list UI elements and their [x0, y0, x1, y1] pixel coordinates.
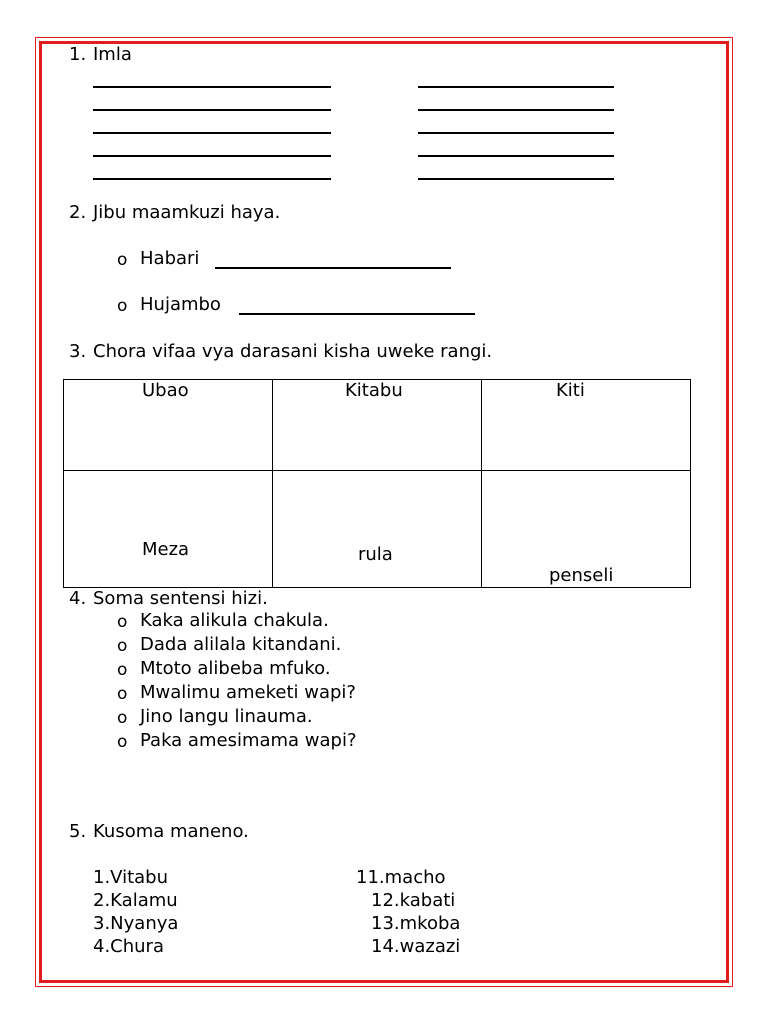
q4-title: Soma sentensi hizi. — [93, 588, 268, 609]
writing-line[interactable] — [418, 178, 614, 180]
drawing-cell[interactable] — [482, 471, 691, 588]
cell-label: rula — [358, 544, 393, 565]
bullet-icon: o — [117, 708, 128, 728]
sentence-item: Mtoto alibeba mfuko. — [140, 658, 331, 679]
writing-line[interactable] — [93, 155, 331, 157]
drawing-cell[interactable] — [64, 471, 273, 588]
writing-line[interactable] — [418, 155, 614, 157]
q2-number: 2. — [69, 202, 87, 223]
word-item: 2.Kalamu — [93, 890, 178, 911]
q4-number: 4. — [69, 588, 87, 609]
q1-title: Imla — [93, 44, 132, 65]
drawing-table — [63, 379, 691, 588]
writing-line[interactable] — [418, 132, 614, 134]
writing-line[interactable] — [418, 109, 614, 111]
cell-label: Kitabu — [345, 380, 403, 401]
word-item: 3.Nyanya — [93, 913, 179, 934]
word-item: 4.Chura — [93, 936, 164, 957]
word-item: 14.wazazi — [371, 936, 461, 957]
greeting-label: Habari — [140, 248, 200, 269]
sentence-item: Mwalimu ameketi wapi? — [140, 682, 356, 703]
q5-title: Kusoma maneno. — [93, 821, 249, 842]
q1-number: 1. — [69, 44, 87, 65]
writing-line[interactable] — [418, 86, 614, 88]
word-item: 11.macho — [356, 867, 446, 888]
bullet-icon: o — [117, 296, 128, 316]
sentence-item: Kaka alikula chakula. — [140, 610, 329, 631]
word-item: 13.mkoba — [371, 913, 461, 934]
sentence-item: Paka amesimama wapi? — [140, 730, 357, 751]
bullet-icon: o — [117, 612, 128, 632]
sentence-item: Jino langu linauma. — [140, 706, 313, 727]
word-item: 1.Vitabu — [93, 867, 169, 888]
sentence-item: Dada alilala kitandani. — [140, 634, 342, 655]
cell-label: Meza — [142, 539, 190, 560]
writing-line[interactable] — [93, 178, 331, 180]
answer-line-hujambo[interactable] — [239, 313, 475, 315]
cell-label: Kiti — [556, 380, 585, 401]
q5-number: 5. — [69, 821, 87, 842]
drawing-cell[interactable] — [482, 380, 691, 471]
cell-label: penseli — [549, 565, 614, 586]
drawing-cell[interactable] — [64, 380, 273, 471]
bullet-icon: o — [117, 732, 128, 752]
q3-number: 3. — [69, 341, 87, 362]
bullet-icon: o — [117, 660, 128, 680]
greeting-label: Hujambo — [140, 294, 221, 315]
drawing-cell[interactable] — [273, 471, 482, 588]
q2-title: Jibu maamkuzi haya. — [93, 202, 281, 223]
cell-label: Ubao — [142, 380, 189, 401]
word-item: 12.kabati — [371, 890, 456, 911]
answer-line-habari[interactable] — [215, 267, 451, 269]
writing-line[interactable] — [93, 132, 331, 134]
bullet-icon: o — [117, 636, 128, 656]
writing-line[interactable] — [93, 86, 331, 88]
bullet-icon: o — [117, 684, 128, 704]
drawing-cell[interactable] — [273, 380, 482, 471]
q3-title: Chora vifaa vya darasani kisha uweke rangi. — [93, 341, 493, 362]
bullet-icon: o — [117, 250, 128, 270]
writing-line[interactable] — [93, 109, 331, 111]
